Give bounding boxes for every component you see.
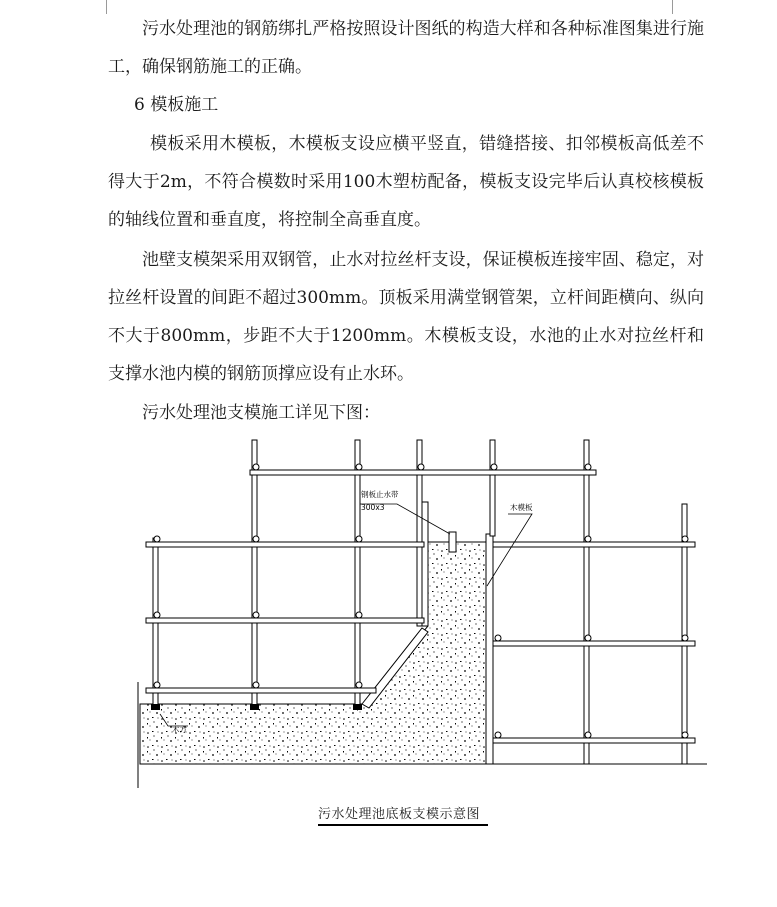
crop-mark-left xyxy=(106,0,107,14)
label-waterstop-size: 300x3 xyxy=(361,503,385,512)
label-formwork: 木模板 xyxy=(510,503,533,512)
section-heading: 6 模板施工 xyxy=(134,95,219,115)
formwork-diagram xyxy=(132,436,712,796)
concrete-section xyxy=(140,542,486,764)
paragraph-rebar: 污水处理池的钢筋绑扎严格按照设计图纸的构造大样和各种标准图集进行施工，确保钢筋施工的正确。 xyxy=(108,19,704,77)
paragraph-formwork: 模板采用木模板，木模板支设应横平竖直，错缝搭接、扣邻模板高低差不得大于2m，不符合模数时采用100木塑枋配备，模板支设完毕后认真校核模板的轴线位置和垂直度，将控制全高垂直度。 xyxy=(108,134,704,230)
label-wood: 木方 xyxy=(172,725,187,734)
paragraph-figure-intro: 污水处理池支模施工详见下图： xyxy=(142,403,380,423)
label-waterstop: 钢板止水带 xyxy=(361,490,399,499)
waterstop-plate xyxy=(449,532,456,552)
caption-underline xyxy=(318,824,488,826)
paragraph-wall-support: 池壁支模架采用双钢管，止水对拉丝杆支设，保证模板连接牢固、稳定，对拉丝杆设置的间距不超过300mm。顶板采用满堂钢管架，立杆间距横向、纵向不大于800mm，步距不大于1200mm。木模板支设，水池的止水对拉丝杆和支撑水池内模的钢筋顶撑应设有止水环。 xyxy=(108,250,704,384)
figure-caption: 污水处理池底板支模示意图 xyxy=(318,807,481,822)
